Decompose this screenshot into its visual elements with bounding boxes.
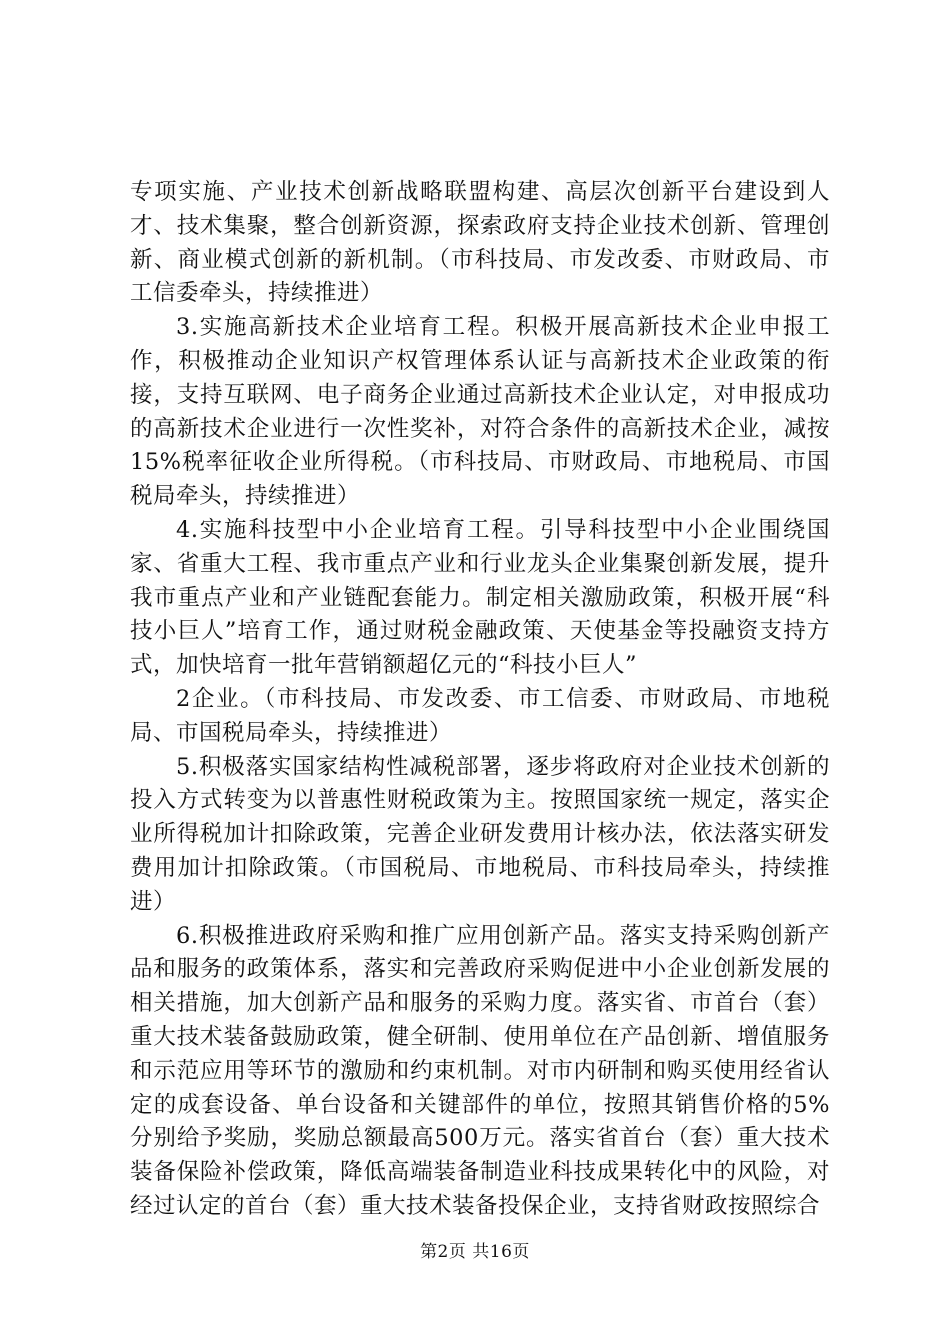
paragraph-item-6: 6.积极推进政府采购和推广应用创新产品。落实支持采购创新产品和服务的政策体系，落实和完善政府采购促进中小企业创新发展的相关措施，加大创新产品和服务的采购力度。落实省、市首台（套）重大技术装备鼓励政策，健全研制、使用单位在产品创新、增值服务和示范应用等环节的激励和约束机制。对市内研制和购买使用经省认定的成套设备、单台设备和关键部件的单位，按照其销售价格的5%分别给予奖励，奖励总额最高500万元。落实省首台（套）重大技术装备保险补偿政策，降低高端装备制造业科技成果转化中的风险，对经过认定的首台（套）重大技术装备投保企业，支持省财政按照综合 — [130, 922, 830, 1219]
page-number-footer: 第2页 共16页 — [420, 1242, 530, 1262]
paragraph-continued: 专项实施、产业技术创新战略联盟构建、高层次创新平台建设到人才、技术集聚，整合创新资源，探索政府支持企业技术创新、管理创新、商业模式创新的新机制。（市科技局、市发改委、市财政局、市工信委牵头，持续推进） — [130, 179, 830, 307]
paragraph-item-4-continued: 2企业。（市科技局、市发改委、市工信委、市财政局、市地税局、市国税局牵头，持续推进） — [130, 685, 830, 746]
paragraph-item-5: 5.积极落实国家结构性减税部署，逐步将政府对企业技术创新的投入方式转变为以普惠性财税政策为主。按照国家统一规定，落实企业所得税加计扣除政策，完善企业研发费用计核办法，依法落实研发费用加计扣除政策。（市国税局、市地税局、市科技局牵头，持续推进） — [130, 753, 830, 915]
paragraph-item-3: 3.实施高新技术企业培育工程。积极开展高新技术企业申报工作，积极推动企业知识产权管理体系认证与高新技术企业政策的衔接，支持互联网、电子商务企业通过高新技术企业认定，对申报成功的高新技术企业进行一次性奖补，对符合条件的高新技术企业，减按15%税率征收企业所得税。（市科技局、市财政局、市地税局、市国税局牵头，持续推进） — [130, 314, 830, 510]
document-body — [130, 176, 830, 1224]
paragraph-item-4: 4.实施科技型中小企业培育工程。引导科技型中小企业围绕国家、省重大工程、我市重点产业和行业龙头企业集聚创新发展，提升我市重点产业和产业链配套能力。制定相关激励政策，积极开展“科技小巨人”培育工作，通过财税金融政策、天使基金等投融资支持方式，加快培育一批年营销额超亿元的“科技小巨人” — [130, 516, 830, 679]
